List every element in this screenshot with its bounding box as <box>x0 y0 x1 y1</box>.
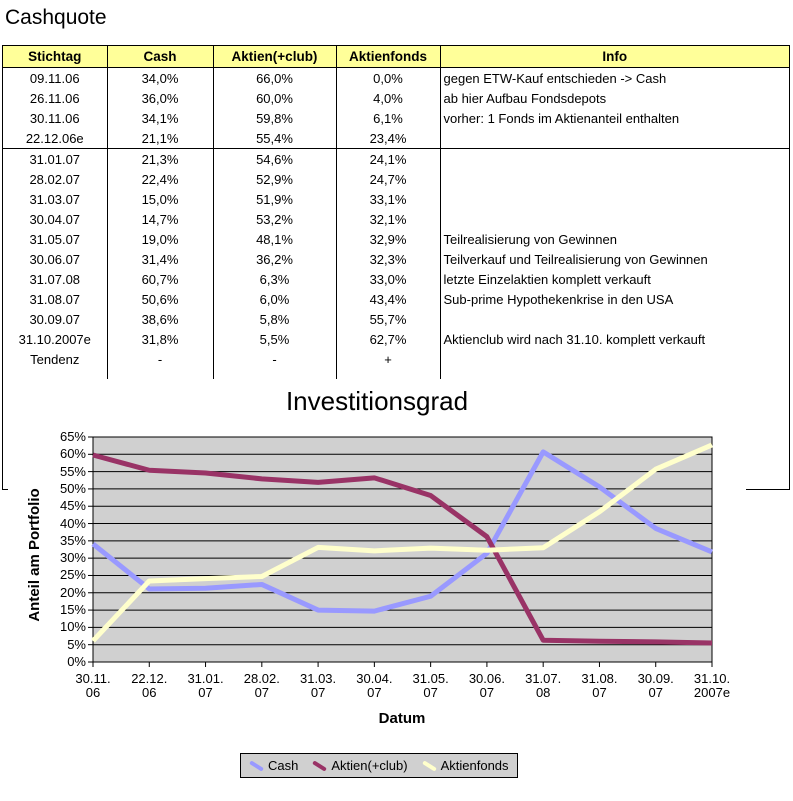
cell-info <box>440 309 789 329</box>
table-row <box>3 149 789 170</box>
cell-info: Teilverkauf und Teilrealisierung von Gewinnen <box>443 251 708 267</box>
cell-cash: 34,0% <box>107 68 213 89</box>
cell-cash: 21,1% <box>107 128 213 149</box>
x-tick-label: 28.02. 07 <box>243 671 280 700</box>
y-tick-label: 65% <box>59 429 86 444</box>
cell-stichtag: 31.05.07 <box>3 229 107 249</box>
cell-aktien: 53,2% <box>213 209 336 229</box>
x-tick-label: 31.01. 07 <box>187 671 224 700</box>
x-tick-label: 31.08. 07 <box>581 671 618 700</box>
cell-aktien: - <box>213 349 336 369</box>
cell-aktien: 36,2% <box>213 249 336 269</box>
cell-stichtag: 26.11.06 <box>3 88 107 108</box>
y-tick-label: 15% <box>59 602 86 618</box>
cell-aktien: 52,9% <box>213 169 336 189</box>
cell-info: Sub-prime Hypothekenkrise in den USA <box>443 291 674 307</box>
cell-stichtag: 31.08.07 <box>3 289 107 309</box>
cell-fonds: 23,4% <box>336 128 440 149</box>
cell-aktien: 6,3% <box>213 269 336 289</box>
legend-label: Cash <box>268 758 299 773</box>
header-info: Info <box>440 46 789 68</box>
cell-empty <box>107 369 213 379</box>
y-tick-label: 20% <box>59 584 86 600</box>
cell-info: Teilrealisierung von Gewinnen <box>443 231 617 247</box>
cell-cash: 21,3% <box>107 149 213 170</box>
table-filler-row <box>3 369 789 379</box>
cell-fonds: 32,9% <box>336 229 440 249</box>
cell-aktien: 55,4% <box>213 128 336 149</box>
cell-empty <box>440 369 789 379</box>
cell-info <box>440 209 789 229</box>
cell-aktien: 5,8% <box>213 309 336 329</box>
header-aktien: Aktien(+club) <box>213 46 336 68</box>
cell-stichtag: 30.09.07 <box>3 309 107 329</box>
page-title: Cashquote <box>5 6 107 29</box>
cell-fonds: 32,1% <box>336 209 440 229</box>
cell-aktien: 48,1% <box>213 229 336 249</box>
cell-empty <box>336 369 440 379</box>
chart-plot-svg <box>8 383 746 801</box>
cell-aktien: 66,0% <box>213 68 336 89</box>
header-stichtag: Stichtag <box>3 46 107 68</box>
cell-info <box>440 189 789 209</box>
table-row <box>3 289 789 309</box>
y-tick-label: 50% <box>59 480 86 496</box>
investitionsgrad-chart <box>8 383 746 801</box>
cell-aktien: 5,5% <box>213 329 336 349</box>
table-row <box>3 269 789 289</box>
cell-info: gegen ETW-Kauf entschieden -> Cash <box>443 70 667 86</box>
cell-empty <box>213 369 336 379</box>
table-row <box>3 189 789 209</box>
cell-info <box>440 349 789 369</box>
table-row <box>3 68 789 89</box>
legend-swatch-icon <box>249 760 264 771</box>
cell-stichtag: Tendenz <box>3 349 107 369</box>
cell-stichtag: 09.11.06 <box>3 68 107 89</box>
cell-info <box>440 149 789 170</box>
legend-entry <box>312 758 407 773</box>
cell-stichtag: 22.12.06e <box>3 128 107 149</box>
cell-stichtag: 31.10.2007e <box>3 329 107 349</box>
cell-aktien: 59,8% <box>213 108 336 128</box>
table-row <box>3 229 789 249</box>
x-tick-label: 30.09. 07 <box>637 671 674 700</box>
cell-stichtag: 31.07.08 <box>3 269 107 289</box>
cell-fonds: 4,0% <box>336 88 440 108</box>
cell-info: ab hier Aufbau Fondsdepots <box>443 90 607 106</box>
x-tick-label: 31.05. 07 <box>412 671 449 700</box>
table-row <box>3 128 789 149</box>
table-row <box>3 249 789 269</box>
y-tick-label: 30% <box>59 550 86 566</box>
table-row <box>3 209 789 229</box>
cell-aktien: 60,0% <box>213 88 336 108</box>
table-header <box>3 46 789 68</box>
cell-fonds: 0,0% <box>336 68 440 89</box>
cell-stichtag: 30.11.06 <box>3 108 107 128</box>
header-aktienfonds: Aktienfonds <box>336 46 440 68</box>
cell-stichtag: 28.02.07 <box>3 169 107 189</box>
y-tick-label: 35% <box>59 532 86 548</box>
cell-fonds: 33,0% <box>336 269 440 289</box>
cell-aktien: 6,0% <box>213 289 336 309</box>
cell-fonds: 6,1% <box>336 108 440 128</box>
cell-cash: 31,4% <box>107 249 213 269</box>
header-cash: Cash <box>107 46 213 68</box>
cell-fonds: 32,3% <box>336 249 440 269</box>
cell-cash: 60,7% <box>107 269 213 289</box>
x-tick-label: 30.11. 06 <box>75 671 111 700</box>
cell-info <box>440 128 789 149</box>
cell-cash: 19,0% <box>107 229 213 249</box>
cell-info <box>440 169 789 189</box>
cell-stichtag: 30.04.07 <box>3 209 107 229</box>
cell-stichtag: 31.03.07 <box>3 189 107 209</box>
chart-title: Investitionsgrad <box>285 386 469 416</box>
table-row <box>3 349 789 369</box>
table-row <box>3 309 789 329</box>
cell-empty <box>3 369 107 379</box>
table-row <box>3 329 789 349</box>
chart-legend <box>240 753 518 778</box>
legend-entry <box>249 758 298 773</box>
cell-stichtag: 31.01.07 <box>3 149 107 170</box>
cell-aktien: 54,6% <box>213 149 336 170</box>
cell-cash: 34,1% <box>107 108 213 128</box>
y-tick-label: 25% <box>59 567 86 583</box>
cashquote-table <box>3 46 789 379</box>
cell-fonds: 24,1% <box>336 149 440 170</box>
cell-info: vorher: 1 Fonds im Aktienanteil enthalten <box>443 110 680 126</box>
cell-cash: 50,6% <box>107 289 213 309</box>
y-tick-label: 60% <box>59 446 86 462</box>
y-tick-label: 40% <box>59 515 86 531</box>
legend-label: Aktienfonds <box>440 758 509 773</box>
table-row <box>3 108 789 128</box>
cell-fonds: 62,7% <box>336 329 440 349</box>
legend-swatch-icon <box>422 760 437 771</box>
cell-cash: - <box>107 349 213 369</box>
cell-fonds: 24,7% <box>336 169 440 189</box>
x-tick-label: 31.10. 2007e <box>693 671 731 700</box>
table-header-row <box>3 46 789 68</box>
cell-fonds: 33,1% <box>336 189 440 209</box>
cell-cash: 36,0% <box>107 88 213 108</box>
cell-cash: 15,0% <box>107 189 213 209</box>
cell-cash: 14,7% <box>107 209 213 229</box>
x-tick-label: 30.04. 07 <box>356 671 393 700</box>
cell-cash: 31,8% <box>107 329 213 349</box>
cell-cash: 22,4% <box>107 169 213 189</box>
cell-aktien: 51,9% <box>213 189 336 209</box>
legend-swatch-icon <box>312 760 327 771</box>
cell-fonds: 43,4% <box>336 289 440 309</box>
y-tick-label: 10% <box>59 619 86 635</box>
x-tick-label: 22.12. 06 <box>131 671 168 700</box>
y-tick-label: 0% <box>67 654 86 669</box>
table-row <box>3 88 789 108</box>
cell-info: letzte Einzelaktien komplett verkauft <box>443 271 651 287</box>
table-body <box>3 68 789 380</box>
y-axis-title: Anteil am Portfolio <box>26 488 43 622</box>
cell-stichtag: 30.06.07 <box>3 249 107 269</box>
cell-cash: 38,6% <box>107 309 213 329</box>
x-axis-title: Datum <box>378 710 426 727</box>
y-tick-label: 45% <box>59 498 86 514</box>
cell-fonds: 55,7% <box>336 309 440 329</box>
x-tick-label: 31.03. 07 <box>300 671 337 700</box>
cell-fonds: + <box>336 349 440 369</box>
cell-info: Aktienclub wird nach 31.10. komplett verkauft <box>443 331 706 347</box>
legend-label: Aktien(+club) <box>331 758 408 773</box>
legend-entry <box>422 758 509 773</box>
x-tick-label: 30.06. 07 <box>468 671 505 700</box>
y-tick-label: 5% <box>67 636 86 652</box>
x-tick-label: 31.07. 08 <box>525 671 562 700</box>
table-row <box>3 169 789 189</box>
y-tick-label: 55% <box>59 463 86 479</box>
